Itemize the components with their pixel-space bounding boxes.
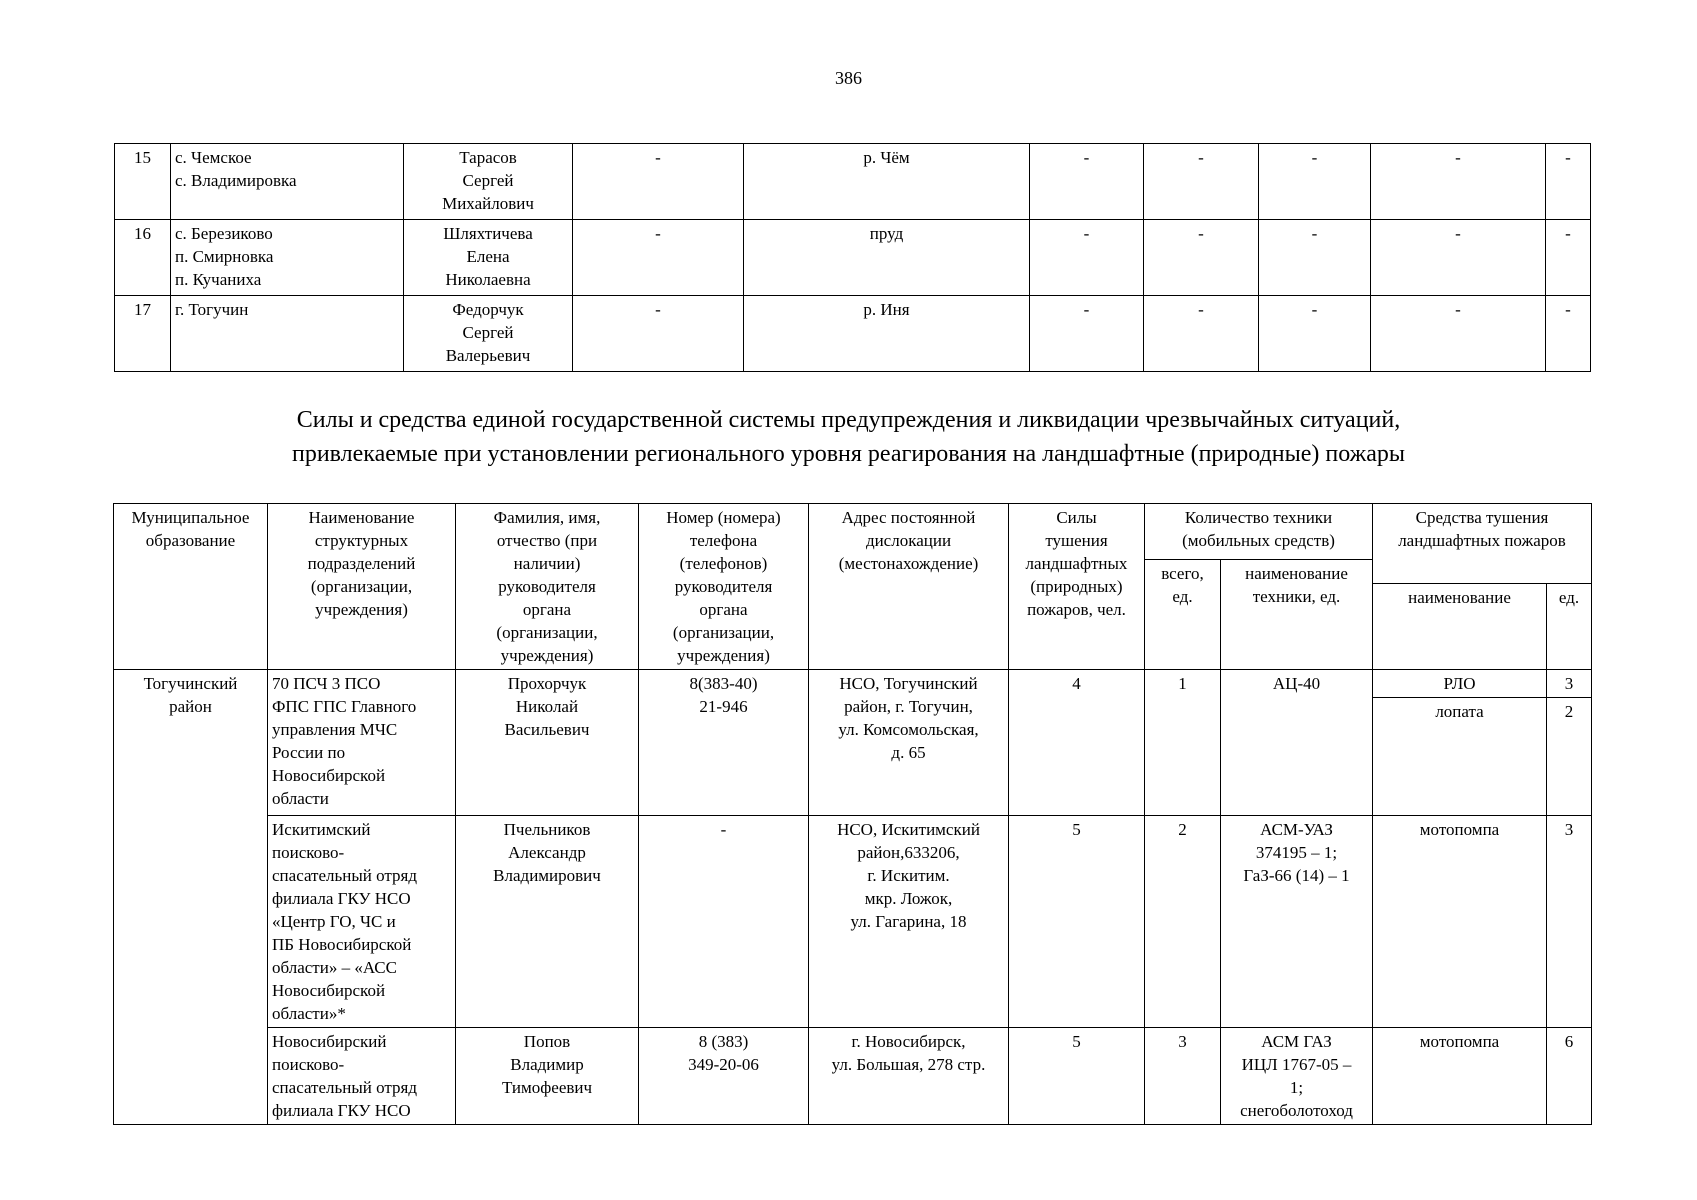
phone-cell: [639, 670, 809, 816]
settlements-cell-line: с. Чемское: [175, 148, 252, 167]
means-qty-cell: [1547, 1028, 1592, 1125]
unit-cell-line: филиала ГКУ НСО: [272, 1101, 411, 1120]
dash-cell: [1144, 220, 1259, 296]
address-cell-line: ул. Большая, 278 стр.: [831, 1055, 986, 1074]
unit-cell: [268, 670, 456, 816]
equipment-total-cell-line: 3: [1178, 1032, 1187, 1051]
table-row: [115, 220, 1591, 296]
header-fio-line: отчество (при: [496, 531, 598, 550]
header-equipment: [1145, 504, 1373, 560]
unit-cell-line: 70 ПСЧ 3 ПСО: [272, 674, 381, 693]
header-address-line: дислокации: [865, 531, 952, 550]
row-number-line: 17: [134, 300, 151, 319]
header-address: [809, 504, 1009, 670]
dash-cell: [573, 220, 744, 296]
header-units-line: структурных: [314, 531, 409, 550]
unit-cell-line: Искитимский: [272, 820, 371, 839]
head-name-cell-line: Валерьевич: [445, 346, 531, 365]
municipality-cell-line: район: [169, 697, 212, 716]
dash-cell: [573, 144, 744, 220]
means-qty-cell-line: 6: [1564, 1032, 1574, 1051]
settlements-cell-line: с. Березиково: [175, 224, 273, 243]
head-name-cell-line: Владимир: [510, 1055, 584, 1074]
head-name-cell: [456, 1028, 639, 1125]
dash-cell-line: -: [1198, 224, 1204, 243]
address-cell-line: ул. Гагарина, 18: [850, 912, 967, 931]
header-equipment-name-line: техники, ед.: [1252, 587, 1341, 606]
header-means-line: ландшафтных пожаров: [1398, 531, 1566, 550]
address-cell: [809, 670, 1009, 816]
municipality-cell-line: Тогучинский: [143, 674, 238, 693]
means-qty-cell-line: 3: [1564, 674, 1574, 693]
water-source-cell: [744, 220, 1030, 296]
equipment-name-cell-line: ИЦЛ 1767-05 –: [1241, 1055, 1352, 1074]
dash-cell: [1144, 296, 1259, 372]
header-phone-line: телефона: [689, 531, 758, 550]
phone-cell-line: 349-20-06: [688, 1055, 759, 1074]
address-cell-line: НСО, Тогучинский: [839, 674, 978, 693]
phone-cell-line: 21-946: [699, 697, 748, 716]
header-means-name-line: наименование: [1408, 588, 1511, 607]
unit-cell-line: спасательный отряд: [272, 866, 418, 885]
means-qty-cell: [1547, 670, 1592, 698]
header-phone-line: (организации,: [672, 623, 775, 642]
address-cell: [809, 816, 1009, 1028]
header-fio-line: (организации,: [496, 623, 598, 642]
dash-cell-line: -: [1455, 148, 1461, 167]
equipment-total-cell-line: 1: [1178, 674, 1187, 693]
settlements-cell-line: г. Тогучин: [175, 300, 249, 319]
dash-cell: [1546, 220, 1591, 296]
table-row: [115, 144, 1591, 220]
dash-cell-line: -: [1198, 148, 1204, 167]
header-equipment-name-line: наименование: [1245, 564, 1348, 583]
header-equipment-total: [1145, 560, 1221, 670]
unit-cell-line: области: [272, 789, 329, 808]
means-name-cell-line: РЛО: [1443, 674, 1476, 693]
unit-cell-line: Новосибирской: [272, 981, 386, 1000]
phone-cell-line: -: [720, 820, 727, 839]
head-name-cell-line: Тарасов: [459, 148, 517, 167]
dash-cell-line: -: [1311, 148, 1318, 167]
unit-cell-line: области»*: [272, 1004, 346, 1023]
header-units-line: учреждения): [315, 600, 408, 619]
head-name-cell: [456, 670, 639, 816]
header-fio-line: наличии): [513, 554, 581, 573]
address-cell: [809, 1028, 1009, 1125]
dash-cell-line: -: [1083, 148, 1090, 167]
forces-table: [113, 503, 1592, 1125]
header-units-line: подразделений: [307, 554, 416, 573]
unit-cell-line: ФПС ГПС Главного: [272, 697, 417, 716]
head-name-cell-line: Николай: [515, 697, 579, 716]
head-name-cell-line: Николаевна: [445, 270, 531, 289]
unit-cell-line: «Центр ГО, ЧС и: [272, 912, 396, 931]
head-name-cell-line: Попов: [523, 1032, 571, 1051]
head-name-cell-line: Шляхтичева: [443, 224, 533, 243]
dash-cell-line: -: [655, 300, 661, 319]
address-cell-line: НСО, Искитимский: [837, 820, 980, 839]
means-name-cell: [1373, 670, 1547, 698]
forces-cell: [1009, 670, 1145, 816]
unit-cell-line: области» – «АСС: [272, 958, 397, 977]
settlements-cell-line: п. Смирновка: [175, 247, 274, 266]
section-title: [0, 403, 1697, 471]
dash-cell: [1030, 296, 1144, 372]
dash-cell-line: -: [1198, 300, 1204, 319]
top-table: [114, 143, 1591, 372]
phone-cell: [639, 1028, 809, 1125]
means-qty-cell-line: 2: [1564, 702, 1574, 721]
equipment-total-cell-line: 2: [1178, 820, 1187, 839]
head-name-cell-line: Сергей: [462, 323, 514, 342]
header-forces-line: тушения: [1045, 531, 1108, 550]
forces-cell-line: 5: [1072, 820, 1081, 839]
dash-cell: [1546, 144, 1591, 220]
dash-cell: [1371, 296, 1546, 372]
header-fio-line: Фамилия, имя,: [493, 508, 601, 527]
dash-cell: [1259, 220, 1371, 296]
equipment-name-cell: [1221, 1028, 1373, 1125]
phone-cell-line: 8(383-40): [689, 674, 758, 693]
section-title-line2: привлекаемые при установлении регионального уровня реагирования на ландшафтные (природные) пожары: [291, 441, 1406, 467]
address-cell-line: район,633206,: [857, 843, 960, 862]
dash-cell-line: -: [1565, 300, 1571, 319]
equipment-name-cell-line: АЦ-40: [1272, 674, 1321, 693]
table-row: [114, 816, 1592, 1028]
unit-cell: [268, 816, 456, 1028]
dash-cell: [1259, 144, 1371, 220]
header-forces-line: ландшафтных: [1025, 554, 1128, 573]
head-name-cell-line: Тимофеевич: [501, 1078, 593, 1097]
header-fio-line: руководителя: [498, 577, 596, 596]
header-phone-line: учреждения): [677, 646, 770, 665]
dash-cell: [1371, 220, 1546, 296]
header-means-line: Средства тушения: [1415, 508, 1549, 527]
header-means: [1373, 504, 1592, 584]
table-row: [115, 296, 1591, 372]
header-fio-line: органа: [522, 600, 572, 619]
header-phone-line: органа: [699, 600, 748, 619]
dash-cell-line: -: [1455, 224, 1461, 243]
header-phone-line: (телефонов): [679, 554, 768, 573]
water-source-cell-line: р. Чём: [863, 148, 910, 167]
header-units-line: (организации,: [310, 577, 413, 596]
means-name-cell: [1373, 1028, 1547, 1125]
head-name-cell: [404, 220, 573, 296]
settlements-cell-line: с. Владимировка: [175, 171, 297, 190]
unit-cell-line: филиала ГКУ НСО: [272, 889, 411, 908]
means-qty-cell-line: 3: [1564, 820, 1574, 839]
dash-cell: [1030, 144, 1144, 220]
unit-cell: [268, 1028, 456, 1125]
head-name-cell-line: Пчельников: [503, 820, 591, 839]
dash-cell-line: -: [1083, 224, 1090, 243]
address-cell-line: район, г. Тогучин,: [844, 697, 973, 716]
means-qty-cell: [1547, 698, 1592, 816]
means-name-cell-line: лопата: [1435, 702, 1484, 721]
address-cell-line: ул. Комсомольская,: [838, 720, 979, 739]
unit-cell-line: поисково-: [272, 843, 345, 862]
header-equipment-total-line: всего,: [1161, 564, 1204, 583]
row-number: [115, 220, 171, 296]
dash-cell-line: -: [1565, 224, 1571, 243]
header-fio: [456, 504, 639, 670]
means-name-cell: [1373, 816, 1547, 1028]
address-cell-line: д. 65: [891, 743, 926, 762]
means-name-cell-line: мотопомпа: [1419, 820, 1500, 839]
row-number-line: 15: [134, 148, 151, 167]
equipment-name-cell-line: ГаЗ-66 (14) – 1: [1243, 866, 1350, 885]
forces-cell-line: 5: [1072, 1032, 1081, 1051]
settlements-cell-line: п. Кучаниха: [175, 270, 262, 289]
head-name-cell-line: Васильевич: [504, 720, 590, 739]
means-qty-cell: [1547, 816, 1592, 1028]
equipment-name-cell-line: АСМ ГАЗ: [1261, 1032, 1332, 1051]
dash-cell-line: -: [655, 148, 661, 167]
header-forces-line: пожаров, чел.: [1027, 600, 1126, 619]
dash-cell-line: -: [1311, 224, 1318, 243]
settlements-cell: [171, 296, 404, 372]
row-number: [115, 144, 171, 220]
unit-cell-line: России по: [272, 743, 346, 762]
head-name-cell: [404, 296, 573, 372]
header-equipment-name: [1221, 560, 1373, 670]
header-phone-line: руководителя: [674, 577, 773, 596]
dash-cell-line: -: [655, 224, 661, 243]
header-means-unit-line: ед.: [1558, 588, 1580, 607]
header-forces-line: (природных): [1030, 577, 1123, 596]
forces-cell-line: 4: [1072, 674, 1081, 693]
dash-cell: [1030, 220, 1144, 296]
water-source-cell: [744, 144, 1030, 220]
head-name-cell: [456, 816, 639, 1028]
header-row: [114, 504, 1592, 560]
dash-cell: [1259, 296, 1371, 372]
unit-cell-line: спасательный отряд: [272, 1078, 418, 1097]
header-phone-line: Номер (номера): [666, 508, 781, 527]
unit-cell-line: Новосибирской: [272, 766, 386, 785]
water-source-cell-line: пруд: [869, 224, 904, 243]
head-name-cell-line: Елена: [466, 247, 510, 266]
address-cell-line: г. Новосибирск,: [851, 1032, 966, 1051]
header-forces: [1009, 504, 1145, 670]
header-equipment-line: Количество техники: [1184, 508, 1333, 527]
water-source-cell: [744, 296, 1030, 372]
head-name-cell-line: Михайлович: [442, 194, 534, 213]
row-number-line: 16: [134, 224, 151, 243]
top-table-body: [115, 144, 1591, 372]
dash-cell-line: -: [1311, 300, 1318, 319]
means-name-cell-line: мотопомпа: [1419, 1032, 1500, 1051]
header-fio-line: учреждения): [500, 646, 594, 665]
forces-cell: [1009, 1028, 1145, 1125]
unit-cell-line: поисково-: [272, 1055, 345, 1074]
header-phone: [639, 504, 809, 670]
row-number: [115, 296, 171, 372]
header-address-line: (местонахождение): [838, 554, 979, 573]
header-address-line: Адрес постоянной: [841, 508, 976, 527]
header-forces-line: Силы: [1056, 508, 1097, 527]
water-source-cell-line: р. Иня: [863, 300, 910, 319]
head-name-cell-line: Сергей: [462, 171, 514, 190]
phone-cell: [639, 816, 809, 1028]
dash-cell-line: -: [1083, 300, 1090, 319]
equipment-total-cell: [1145, 670, 1221, 816]
unit-cell-line: управления МЧС: [272, 720, 398, 739]
dash-cell-line: -: [1565, 148, 1571, 167]
table-row: [114, 670, 1592, 698]
page-number: 386: [835, 68, 862, 88]
dash-cell: [1144, 144, 1259, 220]
table-row: [114, 1028, 1592, 1125]
header-equipment-line: (мобильных средств): [1182, 531, 1335, 550]
forces-cell: [1009, 816, 1145, 1028]
head-name-cell-line: Федорчук: [452, 300, 524, 319]
unit-cell-line: Новосибирский: [272, 1032, 387, 1051]
dash-cell: [1371, 144, 1546, 220]
settlements-cell: [171, 144, 404, 220]
equipment-total-cell: [1145, 1028, 1221, 1125]
head-name-cell: [404, 144, 573, 220]
header-means-name: [1373, 584, 1547, 670]
equipment-name-cell-line: снегоболотоход: [1240, 1101, 1353, 1120]
header-municipality-line: Муниципальное: [131, 508, 250, 527]
equipment-name-cell: [1221, 670, 1373, 816]
municipality-cell: [114, 670, 268, 1125]
unit-cell-line: ПБ Новосибирской: [272, 935, 412, 954]
equipment-name-cell-line: АСМ-УАЗ: [1260, 820, 1333, 839]
means-name-cell: [1373, 698, 1547, 816]
forces-table-body: [114, 504, 1592, 1125]
equipment-name-cell-line: 1;: [1289, 1078, 1304, 1097]
header-municipality: [114, 504, 268, 670]
address-cell-line: г. Искитим.: [867, 866, 950, 885]
header-equipment-total-line: ед.: [1172, 587, 1193, 606]
head-name-cell-line: Прохорчук: [507, 674, 587, 693]
head-name-cell-line: Александр: [508, 843, 586, 862]
header-means-unit: [1547, 584, 1592, 670]
equipment-name-cell: [1221, 816, 1373, 1028]
phone-cell-line: 8 (383): [698, 1032, 749, 1051]
settlements-cell: [171, 220, 404, 296]
head-name-cell-line: Владимирович: [493, 866, 601, 885]
dash-cell: [573, 296, 744, 372]
equipment-name-cell-line: 374195 – 1;: [1255, 843, 1338, 862]
section-title-line1: Силы и средства единой государственной системы предупреждения и ликвидации чрезвычайных ситуаций,: [296, 407, 1401, 433]
dash-cell-line: -: [1455, 300, 1461, 319]
dash-cell: [1546, 296, 1591, 372]
header-units-line: Наименование: [308, 508, 415, 527]
header-municipality-line: образование: [145, 531, 236, 550]
header-units: [268, 504, 456, 670]
address-cell-line: мкр. Ложок,: [864, 889, 953, 908]
equipment-total-cell: [1145, 816, 1221, 1028]
